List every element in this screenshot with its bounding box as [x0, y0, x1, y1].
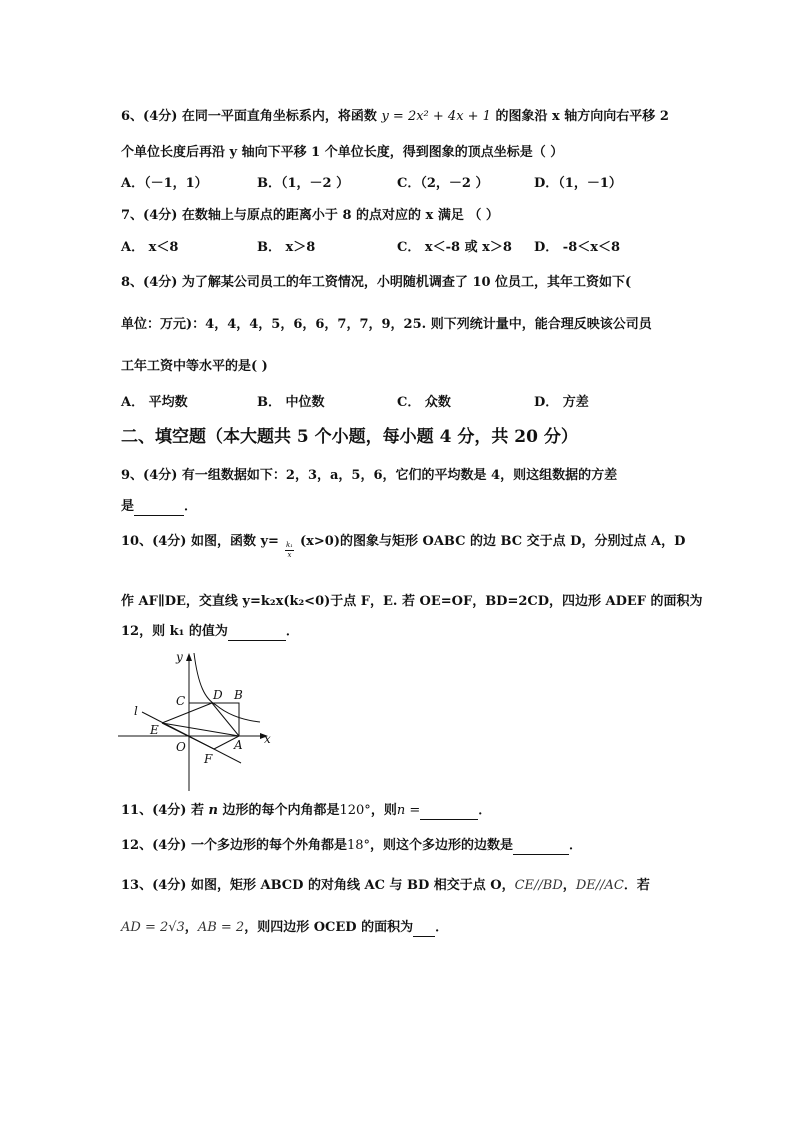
q10-fraction: [285, 541, 294, 560]
q12-line: [121, 837, 582, 855]
q13-text-post: ．若: [623, 878, 650, 893]
q10-figure: [110, 645, 280, 795]
q8-option-b: B． 中位数: [257, 395, 325, 410]
segment-ea: [162, 723, 239, 736]
q8-line2: 单位：万元)：4，4，4，5，6，6，7，7，9，25. 则下列统计量中，能合理反映该公司员: [121, 317, 652, 332]
q11-line: [121, 802, 491, 820]
q13-ad-length: AD = 2√3: [121, 920, 185, 935]
q13-separator: ，: [562, 878, 576, 893]
label-c: C: [176, 694, 186, 708]
label-d: D: [213, 688, 223, 702]
q7-option-a: A． x＜8: [121, 240, 179, 255]
q13-answer-blank[interactable]: [413, 922, 435, 937]
label-f: F: [204, 752, 213, 766]
rectangle-oabc: [189, 703, 239, 736]
label-o: O: [176, 740, 186, 754]
q10-text-post: (x>0)的图象与矩形 OABC 的边 BC 交于点 D，分别过点 A，D: [300, 534, 686, 549]
q7-option-b: B． x＞8: [257, 240, 316, 255]
q9-text: 是: [121, 499, 135, 514]
q10-line2: 作 AF∥DE，交直线 y=k₂x(k₂<0)于点 F，E. 若 OE=OF，BD=2CD，四边形 ADEF 的面积为: [121, 594, 703, 609]
segment-da: [212, 703, 239, 736]
q7-option-c: C． x＜-8 或 x＞8: [397, 240, 512, 255]
q11-equation: n =: [396, 803, 421, 818]
q10-frac-numerator: k₁: [285, 541, 293, 549]
q6-option-d: D．（1，－1）: [534, 176, 622, 191]
q9-line1: 9、(4分) 有一组数据如下：2，3，a，5，6，它们的平均数是 4，则这组数据的方差: [121, 468, 618, 483]
label-e: E: [150, 723, 159, 737]
q11-text-mid: 边形的每个内角都是: [217, 803, 340, 818]
q6-option-c: C．（2，－2 ）: [397, 176, 489, 191]
label-b: B: [234, 688, 243, 702]
q9-period: ．: [184, 499, 198, 514]
q6-option-a: A．（－1，1）: [121, 176, 208, 191]
q8-line1: 8、(4分) 为了解某公司员工的年工资情况，小明随机调查了 10 位员工，其年工资如下(: [121, 275, 632, 290]
y-axis-arrow: [186, 653, 192, 661]
section-heading: 二、填空题（本大题共 5 个小题，每小题 4 分，共 20 分）: [121, 427, 578, 447]
q6-line1: [121, 108, 669, 126]
q6-text: 6、(4分) 在同一平面直角坐标系内，将函数: [121, 109, 382, 124]
q6-text-post: 的图象沿 x 轴方向向右平移 2: [490, 109, 669, 124]
q13-ab-length: AB = 2: [197, 920, 245, 935]
q10-text: 10、(4分) 如图，函数 y=: [121, 534, 279, 549]
q11-text-mid2: ，则: [370, 803, 397, 818]
q10-period: ．: [285, 624, 299, 639]
q12-answer-blank[interactable]: [513, 840, 569, 855]
q13-text: 13、(4分) 如图，矩形 ABCD 的对角线 AC 与 BD 相交于点 O，: [121, 878, 515, 893]
q8-option-c: C． 众数: [397, 395, 451, 410]
q13-condition-ce-bd: CE//BD: [514, 878, 563, 893]
q11-period: ．: [478, 803, 492, 818]
label-y: y: [176, 650, 183, 664]
q13-condition-de-ac: DE//AC: [575, 878, 624, 893]
q11-text: 11、(4分) 若: [121, 803, 209, 818]
q8-option-a: A． 平均数: [121, 395, 188, 410]
q9-line2: [121, 498, 197, 516]
q12-angle: 18°: [346, 838, 371, 853]
q9-answer-blank[interactable]: [134, 501, 184, 516]
q10-line3: [121, 623, 299, 641]
q8-line3: 工年工资中等水平的是( ): [121, 359, 268, 374]
q8-option-d: D． 方差: [534, 395, 589, 410]
q10-frac-denominator: x: [287, 551, 292, 559]
q12-text: 12、(4分) 一个多边形的每个外角都是: [121, 838, 347, 853]
label-x: x: [264, 732, 271, 746]
q6-function: y = 2x² + 4x + 1: [381, 109, 491, 124]
q12-period: ．: [569, 838, 583, 853]
label-a: A: [234, 738, 243, 752]
segment-de: [162, 703, 212, 723]
hyperbola-curve: [194, 653, 260, 722]
q11-answer-blank[interactable]: [420, 805, 478, 820]
q12-text-mid: ，则这个多边形的边数是: [370, 838, 514, 853]
q13-line2: [121, 919, 448, 937]
q7-line1: 7、(4分) 在数轴上与原点的距离小于 8 的点对应的 x 满足 （ ）: [121, 208, 499, 223]
q13-text-post2: ，则四边形 OCED 的面积为: [244, 920, 414, 935]
q13-line1: [121, 877, 650, 895]
q11-n: n: [208, 803, 218, 818]
q10-text3: 12，则 k₁ 的值为: [121, 624, 228, 639]
q6-option-b: B．（1，－2 ）: [257, 176, 350, 191]
q11-angle: 120°: [339, 803, 371, 818]
q10-answer-blank[interactable]: [228, 626, 286, 641]
label-l: l: [134, 704, 138, 718]
q13-separator-2: ，: [184, 920, 198, 935]
q13-period: ．: [435, 920, 449, 935]
q6-line2: 个单位长度后再沿 y 轴向下平移 1 个单位长度，得到图象的顶点坐标是（ ）: [121, 145, 564, 160]
q7-option-d: D． -8＜x＜8: [534, 240, 621, 255]
q10-line1: [121, 532, 686, 559]
